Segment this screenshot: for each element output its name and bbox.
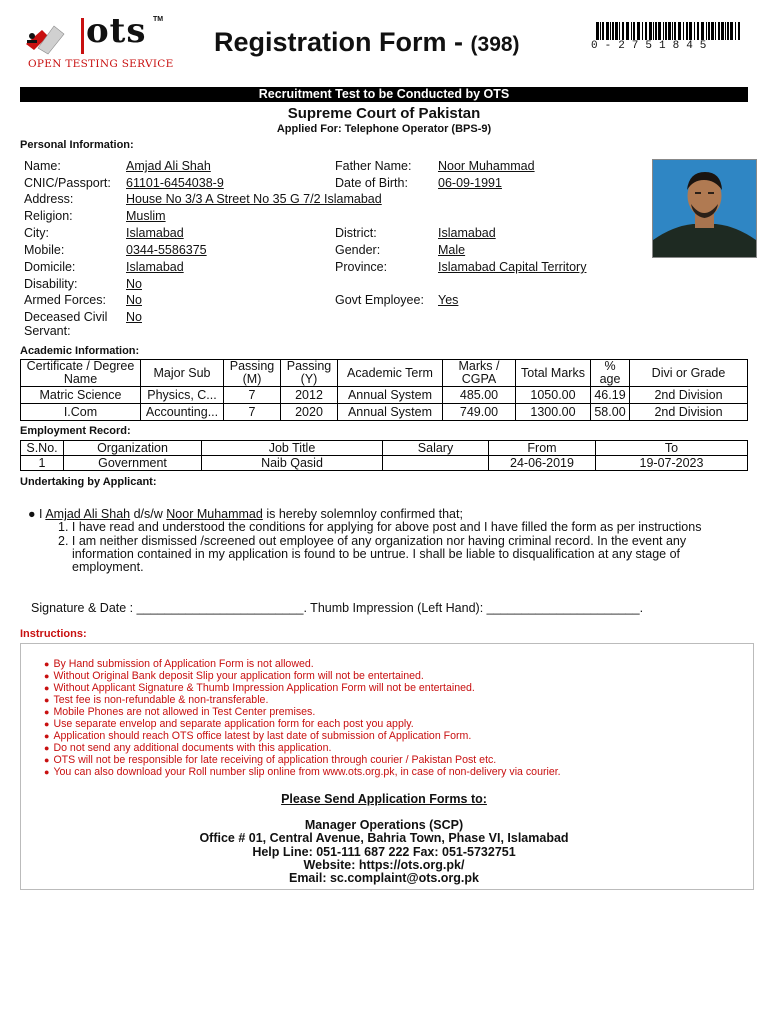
academic-col-header: Divi or Grade	[630, 360, 748, 387]
send-line-1: Manager Operations (SCP)	[304, 818, 464, 832]
instruction-item: ● Use separate envelop and separate application form for each post you apply.	[44, 718, 561, 730]
bullet-icon: ●	[28, 507, 36, 521]
academic-col-header: Total Marks	[516, 360, 591, 387]
religion-value: Muslim	[126, 209, 166, 223]
send-heading: Please Send Application Forms to:	[281, 792, 487, 806]
academic-col-header: Certificate / Degree Name	[21, 360, 141, 387]
govt-employee-label: Govt Employee:	[335, 293, 424, 307]
instruction-item: ● By Hand submission of Application Form is not allowed.	[44, 658, 561, 670]
page-title: Registration Form - (398)	[214, 27, 520, 57]
logo-divider	[81, 18, 84, 54]
barcode-bar	[602, 22, 604, 40]
instruction-item: ● Mobile Phones are not allowed in Test Center premises.	[44, 706, 561, 718]
armed-forces-label: Armed Forces:	[24, 293, 106, 307]
instruction-item: ● Test fee is non-refundable & non-transferable.	[44, 694, 561, 706]
employment-table	[20, 440, 748, 471]
barcode-bar	[711, 22, 714, 40]
barcode-bar	[697, 22, 699, 40]
name-label: Name:	[24, 159, 61, 173]
instructions-title: Instructions:	[20, 628, 87, 640]
barcode-bar	[642, 22, 643, 40]
table-cell: 1	[21, 456, 64, 471]
province-label: Province:	[335, 260, 388, 274]
table-cell: Naib Qasid	[202, 456, 383, 471]
logo-trademark: TM	[153, 16, 164, 23]
city-value: Islamabad	[126, 226, 184, 240]
barcode-bar	[730, 22, 733, 40]
ots-logo-icon	[24, 22, 68, 56]
employment-header-row	[21, 441, 748, 456]
academic-col-header: Passing (M)	[224, 360, 281, 387]
domicile-label: Domicile:	[24, 260, 76, 274]
personal-section-label: Personal Information:	[20, 139, 134, 151]
logo-subtitle: OPEN TESTING SERVICE	[28, 58, 174, 70]
organization-name: Supreme Court of Pakistan	[287, 105, 481, 122]
table-cell	[383, 456, 489, 471]
barcode-bar	[655, 22, 657, 40]
barcode-bar	[686, 22, 688, 40]
academic-section-label: Academic Information:	[20, 345, 140, 357]
barcode-bar	[725, 22, 726, 40]
barcode-bar	[615, 22, 618, 40]
undertaking-name: Amjad Ali Shah	[45, 507, 131, 521]
table-cell: Matric Science	[21, 387, 141, 404]
disability-value: No	[126, 277, 142, 291]
barcode-bar	[606, 22, 609, 40]
barcode-bar	[683, 22, 684, 40]
table-cell: 24-06-2019	[489, 456, 596, 471]
form-number: (398)	[470, 33, 520, 56]
table-cell: 2012	[281, 387, 338, 404]
table-cell: 1050.00	[516, 387, 591, 404]
undertaking-point-2-line-2: information contained in my application is found to be untrue. I shall be liable to disqualification at any stage of	[72, 547, 681, 561]
deceased-servant-label: Servant:	[24, 324, 71, 338]
table-row	[21, 404, 748, 421]
cnic-label: CNIC/Passport:	[24, 176, 111, 190]
table-cell: 749.00	[443, 404, 516, 421]
instruction-item: ● OTS will not be responsible for late receiving of application through courier / Pakistan Post etc.	[44, 754, 561, 766]
instruction-item: ● Application should reach OTS office latest by last date of submission of Application Form.	[44, 730, 561, 742]
gender-label: Gender:	[335, 243, 381, 257]
city-label: City:	[24, 226, 49, 240]
table-cell: Accounting...	[141, 404, 224, 421]
barcode-bar	[663, 22, 664, 40]
barcode-bar	[727, 22, 729, 40]
barcode-bar	[626, 22, 629, 40]
table-row	[21, 456, 748, 471]
instructions-list	[44, 658, 561, 778]
barcode-bar	[721, 22, 724, 40]
disability-label: Disability:	[24, 277, 78, 291]
academic-col-header: Marks / CGPA	[443, 360, 516, 387]
district-value: Islamabad	[438, 226, 496, 240]
table-cell: I.Com	[21, 404, 141, 421]
barcode-bar	[715, 22, 716, 40]
barcode-bar	[633, 22, 635, 40]
employment-col-header: Salary	[383, 441, 489, 456]
barcode-bar	[668, 22, 671, 40]
recruitment-banner: Recruitment Test to be Conducted by OTS	[20, 87, 748, 102]
table-cell: 485.00	[443, 387, 516, 404]
barcode-bar	[619, 22, 620, 40]
barcode-bar	[645, 22, 647, 40]
academic-col-header: % age	[591, 360, 630, 387]
barcode-bar	[622, 22, 624, 40]
father-name-value: Noor Muhammad	[438, 159, 535, 173]
academic-col-header: Passing (Y)	[281, 360, 338, 387]
table-cell: 7	[224, 387, 281, 404]
religion-label: Religion:	[24, 209, 73, 223]
academic-header-row	[21, 360, 748, 387]
barcode-bar	[596, 22, 599, 40]
barcode-bar	[610, 22, 611, 40]
table-cell: 2nd Division	[630, 387, 748, 404]
academic-table	[20, 359, 748, 421]
barcode-bar	[738, 22, 740, 40]
barcode-bar	[649, 22, 652, 40]
undertaking-point-1: 1. I have read and understood the conditions for applying for above post and I have filled the form as per instructions	[58, 520, 702, 534]
table-cell: 2nd Division	[630, 404, 748, 421]
signature-thumb-line: Signature & Date : ________________________. Thumb Impression (Left Hand): ______________________.	[31, 601, 644, 615]
send-line-2: Office # 01, Central Avenue, Bahria Town, Phase VI, Islamabad	[199, 831, 569, 845]
barcode-icon	[596, 22, 742, 40]
barcode-bar	[701, 22, 704, 40]
barcode-bar	[631, 22, 632, 40]
employment-col-header: To	[596, 441, 748, 456]
barcode-bar	[735, 22, 736, 40]
father-name-label: Father Name:	[335, 159, 412, 173]
employment-section-label: Employment Record:	[20, 425, 131, 437]
armed-forces-value: No	[126, 293, 142, 307]
employment-col-header: S.No.	[21, 441, 64, 456]
undertaking-father: Noor Muhammad	[166, 507, 263, 521]
undertaking-section-label: Undertaking by Applicant:	[20, 476, 157, 488]
undertaking-statement: ● I Amjad Ali Shah d/s/w Noor Muhammad is hereby solemnloy confirmed that;	[28, 507, 463, 521]
deceased-civil-label: Deceased Civil	[24, 310, 108, 324]
address-label: Address:	[24, 192, 74, 206]
send-email[interactable]: Email: sc.complaint@ots.org.pk	[288, 871, 479, 885]
instruction-item: ● Without Applicant Signature & Thumb Impression Application Form will not be entertained.	[44, 682, 561, 694]
barcode-bar	[694, 22, 695, 40]
mobile-label: Mobile:	[24, 243, 65, 257]
cnic-value: 61101-6454038-9	[126, 176, 224, 190]
table-cell: Annual System	[338, 404, 443, 421]
table-cell: 2020	[281, 404, 338, 421]
barcode-number: 0-2751845	[591, 40, 714, 52]
table-row	[21, 387, 748, 404]
send-line-3: Help Line: 051-111 687 222 Fax: 051-5732751	[252, 845, 516, 859]
barcode-bar	[665, 22, 667, 40]
barcode-bar	[600, 22, 601, 40]
dob-value: 06-09-1991	[438, 176, 502, 190]
address-value: House No 3/3 A Street No 35 G 7/2 Islamabad	[126, 192, 382, 206]
instruction-item: ● You can also download your Roll number slip online from www.ots.org.pk, in case of non-delivery via courier.	[44, 766, 561, 778]
table-cell: Government	[64, 456, 202, 471]
logo-text: ots	[86, 11, 147, 51]
table-cell: Physics, C...	[141, 387, 224, 404]
table-cell: 19-07-2023	[596, 456, 748, 471]
applicant-photo	[652, 159, 757, 258]
table-cell: 1300.00	[516, 404, 591, 421]
barcode-bar	[658, 22, 661, 40]
barcode-bar	[653, 22, 654, 40]
province-value: Islamabad Capital Territory	[438, 260, 587, 274]
barcode-bar	[612, 22, 614, 40]
academic-col-header: Major Sub	[141, 360, 224, 387]
table-cell: Annual System	[338, 387, 443, 404]
send-website[interactable]: Website: https://ots.org.pk/	[303, 858, 465, 872]
employment-col-header: Job Title	[202, 441, 383, 456]
academic-col-header: Academic Term	[338, 360, 443, 387]
gender-value: Male	[438, 243, 466, 257]
table-cell: 58.00	[591, 404, 630, 421]
employment-col-header: Organization	[64, 441, 202, 456]
barcode-bar	[674, 22, 676, 40]
deceased-value: No	[126, 310, 142, 324]
barcode-bar	[708, 22, 710, 40]
table-cell: 46.19	[591, 387, 630, 404]
barcode-bar	[637, 22, 640, 40]
applied-for: Applied For: Telephone Operator (BPS-9)	[276, 123, 492, 135]
barcode-bar	[706, 22, 707, 40]
barcode-bar	[678, 22, 681, 40]
barcode-bar	[689, 22, 692, 40]
employment-col-header: From	[489, 441, 596, 456]
domicile-value: Islamabad	[126, 260, 184, 274]
govt-employee-value: Yes	[438, 293, 459, 307]
barcode-bar	[672, 22, 673, 40]
barcode-bar	[718, 22, 720, 40]
undertaking-point-2-line-1: 2. I am neither dismissed /screened out employee of any organization nor having criminal record. In the event any	[58, 534, 687, 548]
table-cell: 7	[224, 404, 281, 421]
mobile-value: 0344-5586375	[126, 243, 207, 257]
instruction-item: ● Without Original Bank deposit Slip your application form will not be entertained.	[44, 670, 561, 682]
name-value: Amjad Ali Shah	[126, 159, 211, 173]
instruction-item: ● Do not send any additional documents with this application.	[44, 742, 561, 754]
district-label: District:	[335, 226, 377, 240]
undertaking-point-2-line-3: employment.	[72, 560, 144, 574]
dob-label: Date of Birth:	[335, 176, 408, 190]
